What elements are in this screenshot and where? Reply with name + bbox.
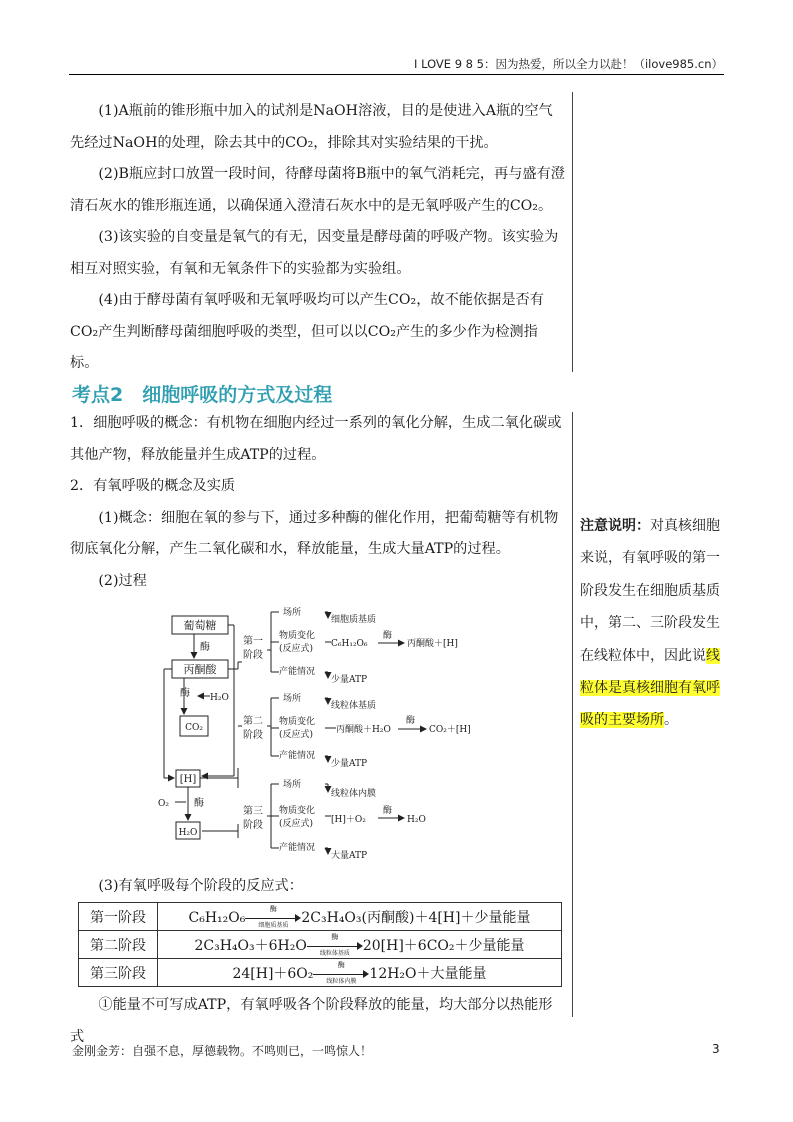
s2-reactant: 丙酮酸＋H₂O	[336, 725, 391, 735]
stage2-label-a: 第二	[243, 716, 263, 727]
stage-cell: 第三阶段	[79, 959, 158, 987]
side-note	[580, 510, 730, 737]
s3-energy-key: 产能情况	[279, 843, 316, 853]
reaction-intro: (3)有氧呼吸每个阶段的反应式：	[98, 878, 303, 894]
h2o-out-label: H₂O	[178, 828, 198, 838]
eq-left: 2C₃H₄O₃＋6H₂O	[194, 937, 307, 954]
table-row	[79, 931, 562, 959]
reaction-arrow-icon	[307, 932, 363, 957]
s3-enzyme: 酶	[383, 806, 393, 816]
glucose-label: 葡萄糖	[183, 619, 217, 632]
s1-place-key: 场所	[283, 608, 302, 618]
explanation-4: (4)由于酵母菌有氧呼吸和无氧呼吸均可以产生CO₂，故不能依据是否有CO₂产生判断酵母菌细胞呼吸的类型，但可以以CO₂产生的多少作为检测指标。	[70, 292, 544, 371]
reaction-table	[78, 902, 562, 987]
reaction-arrow-icon	[245, 904, 301, 929]
stage3-label-a: 第三	[243, 806, 263, 817]
s2-change-key: 物质变化	[279, 717, 316, 727]
s3-energy: 大量ATP	[331, 851, 368, 861]
s3-change-key2: (反应式)	[279, 819, 314, 829]
s3-place: 线粒体内膜	[331, 789, 377, 799]
note-text: 对真核细胞来说，有氧呼吸的第一阶段发生在细胞质基质中，第二、三阶段发生在线粒体中，因此说	[580, 518, 720, 664]
reaction-heading	[70, 871, 566, 903]
pyruvate-label: 丙酮酸	[183, 663, 217, 676]
section-title: 考点2 细胞呼吸的方式及过程	[72, 384, 333, 406]
enzyme-1: 酶	[200, 642, 210, 653]
h2o-in-label: H₂O	[210, 693, 229, 703]
eq-right: 20[H]＋6CO₂＋少量能量	[362, 937, 525, 954]
eq-left: C₆H₁₂O₆	[188, 909, 246, 926]
s2-place-key: 场所	[283, 694, 302, 704]
column-divider-bottom	[572, 412, 573, 1017]
equation-cell	[158, 959, 562, 987]
stage2-label-b: 阶段	[243, 730, 263, 741]
stage1-label-b: 阶段	[243, 650, 263, 661]
stage3-label-b: 阶段	[243, 820, 263, 831]
page-footer: 金刚金芳：自强不息，厚德载物。不鸣则已，一鸣惊人！	[72, 1044, 373, 1058]
equation-cell	[158, 931, 562, 959]
s1-place: 细胞质基质	[331, 615, 377, 625]
s2-energy-key: 产能情况	[279, 751, 316, 761]
eq-right: 2C₃H₄O₃(丙酮酸)＋4[H]＋少量能量	[301, 909, 531, 926]
arrow-bottom: 线粒体基质	[319, 949, 350, 957]
s3-product: H₂O	[407, 815, 426, 825]
arrow-top: 酶	[337, 960, 345, 969]
header-rule	[69, 74, 724, 75]
enzyme-2: 酶	[180, 688, 190, 699]
eq-right: 12H₂O＋大量能量	[369, 965, 487, 982]
explanation-3: (3)该实验的自变量是氧气的有无，因变量是酵母菌的呼吸产物。该实验为相互对照实验，有氧和无氧条件下的实验都为实验组。	[70, 229, 559, 277]
arrow-top: 酶	[269, 904, 277, 913]
s2-product: CO₂＋[H]	[429, 725, 471, 735]
note-end: 。	[664, 712, 678, 729]
s1-product: 丙酮酸＋[H]	[407, 639, 458, 649]
column-divider-top	[572, 92, 573, 372]
page-number: 3	[712, 1042, 720, 1056]
s1-change-key2: (反应式)	[279, 644, 314, 654]
o2-label: O₂	[158, 799, 169, 809]
s3-place-key: 场所	[283, 780, 302, 790]
respiration-definition: 1．细胞呼吸的概念：有机物在细胞内经过一系列的氧化分解，生成二氧化碳或其他产物，释放能量并生成ATP的过程。	[70, 415, 562, 463]
note-highlight: 线粒体是真核细胞有氧呼吸的主要场所	[580, 647, 720, 729]
enzyme-3: 酶	[194, 798, 204, 809]
stage1-label-a: 第一	[243, 636, 263, 647]
s2-place: 线粒体基质	[331, 701, 377, 711]
equation-cell	[158, 903, 562, 931]
aerobic-process-diagram	[150, 598, 500, 868]
top-explanation	[70, 96, 566, 380]
s3-change-key: 物质变化	[279, 806, 316, 816]
page-header: I LOVE 9 8 5：因为热爱，所以全力以赴！（ilove985.cn）	[414, 57, 723, 71]
h-label: [H]	[179, 774, 197, 785]
s3-reactant: [H]＋O₂	[331, 815, 366, 825]
arrow-bottom: 线粒体内膜	[326, 977, 357, 985]
s1-energy: 少量ATP	[331, 675, 368, 685]
eq-left: 24[H]＋6O₂	[232, 965, 314, 982]
aerobic-concept: (1)概念：细胞在氧的参与下，通过多种酶的催化作用，把葡萄糖等有机物彻底氧化分解，产生二氧化碳和水，释放能量，生成大量ATP的过程。	[70, 509, 559, 557]
s2-enzyme: 酶	[406, 716, 416, 726]
s2-change-key2: (反应式)	[279, 730, 314, 740]
table-row	[79, 903, 562, 931]
note-label: 注意说明：	[580, 518, 650, 534]
co2-label: CO₂	[185, 723, 203, 733]
process-heading: (2)过程	[98, 572, 147, 589]
main-content	[70, 408, 566, 597]
stage-cell: 第一阶段	[79, 903, 158, 931]
explanation-1: (1)A瓶前的锥形瓶中加入的试剂是NaOH溶液，目的是使进入A瓶的空气先经过NaOH的处理，除去其中的CO₂，排除其对实验结果的干扰。	[70, 103, 553, 151]
reaction-arrow-icon	[313, 960, 369, 985]
table-row	[79, 959, 562, 987]
stage-cell: 第二阶段	[79, 931, 158, 959]
s1-change-key: 物质变化	[279, 631, 316, 641]
aerobic-heading: 2．有氧呼吸的概念及实质	[70, 478, 236, 494]
s2-energy: 少量ATP	[331, 759, 368, 769]
s1-enzyme: 酶	[383, 631, 393, 641]
s1-energy-key: 产能情况	[279, 667, 316, 677]
arrow-bottom: 细胞质基质	[258, 921, 289, 929]
s1-reactant: C₆H₁₂O₆	[331, 639, 368, 649]
explanation-2: (2)B瓶应封口放置一段时间，待酵母菌将B瓶中的氧气消耗完，再与盛有澄清石灰水的锥形瓶连通，以确保通入澄清石灰水中的是无氧呼吸产生的CO₂。	[70, 166, 565, 214]
arrow-top: 酶	[331, 932, 339, 941]
energy-note-text: ①能量不可写成ATP，有氧呼吸各个阶段释放的能量，均大部分以热能形式	[70, 997, 553, 1045]
